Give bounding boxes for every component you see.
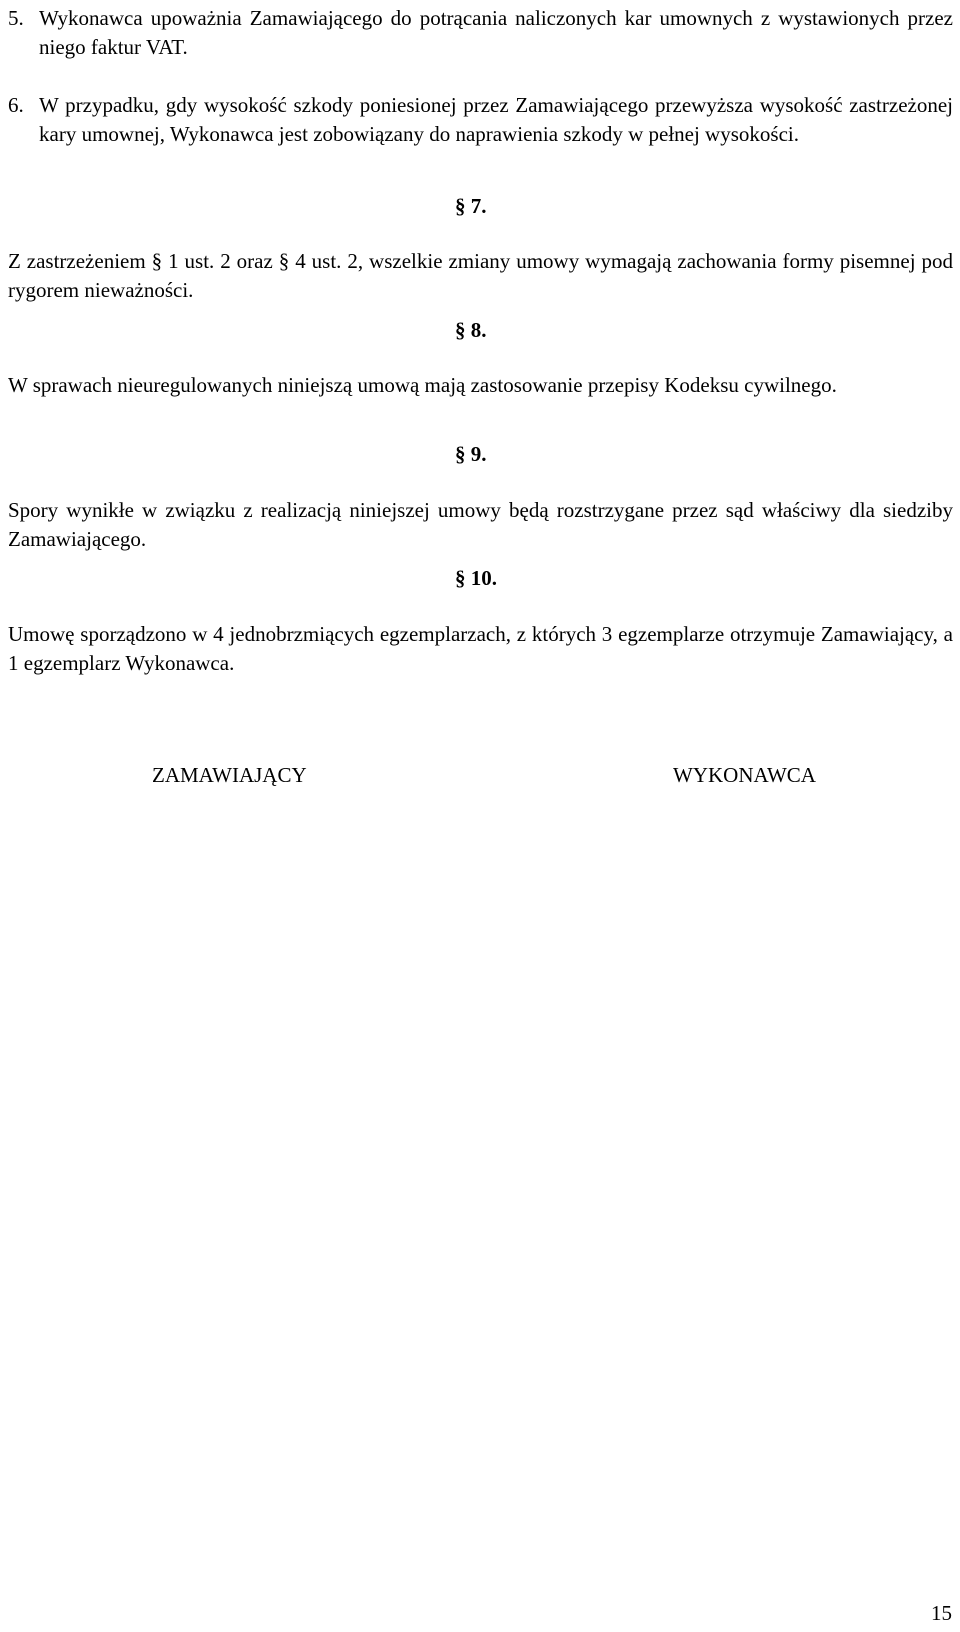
section-heading-10: § 10. xyxy=(455,566,497,590)
signature-label-wykonawca: WYKONAWCA xyxy=(673,763,816,787)
section-9-text: Spory wynikłe w związku z realizacją niniejszej umowy będą rozstrzygane przez sąd właściwy dla siedziby Zamawiającego. xyxy=(8,498,953,551)
page-number: 15 xyxy=(931,1601,952,1625)
section-10-text: Umowę sporządzono w 4 jednobrzmiących egzemplarzach, z których 3 egzemplarze otrzymuje Zamawiający, a 1 egzemplarz Wykonawca. xyxy=(8,622,953,675)
section-7-text: Z zastrzeżeniem § 1 ust. 2 oraz § 4 ust. 2, wszelkie zmiany umowy wymagają zachowania formy pisemnej pod rygorem nieważności. xyxy=(8,249,953,302)
list-item-number: 6. xyxy=(8,93,24,117)
list-item-text: Wykonawca upoważnia Zamawiającego do potrącania naliczonych kar umownych z wystawionych przez niego faktur VAT. xyxy=(39,6,953,59)
signature-label-zamawiajacy: ZAMAWIAJĄCY xyxy=(152,763,307,787)
section-heading-7: § 7. xyxy=(455,194,487,218)
list-item-5 xyxy=(8,4,953,62)
section-heading-9: § 9. xyxy=(455,442,487,466)
list-item-text: W przypadku, gdy wysokość szkody poniesionej przez Zamawiającego przewyższa wysokość zastrzeżonej kary umownej, Wykonawca jest zobowiązany do naprawienia szkody w pełnej wysokości. xyxy=(39,93,953,146)
section-8-text: W sprawach nieuregulowanych niniejszą umową mają zastosowanie przepisy Kodeksu cywilnego. xyxy=(8,373,837,397)
section-heading-8: § 8. xyxy=(455,318,487,342)
list-item-6 xyxy=(8,91,953,149)
list-item-number: 5. xyxy=(8,6,24,30)
